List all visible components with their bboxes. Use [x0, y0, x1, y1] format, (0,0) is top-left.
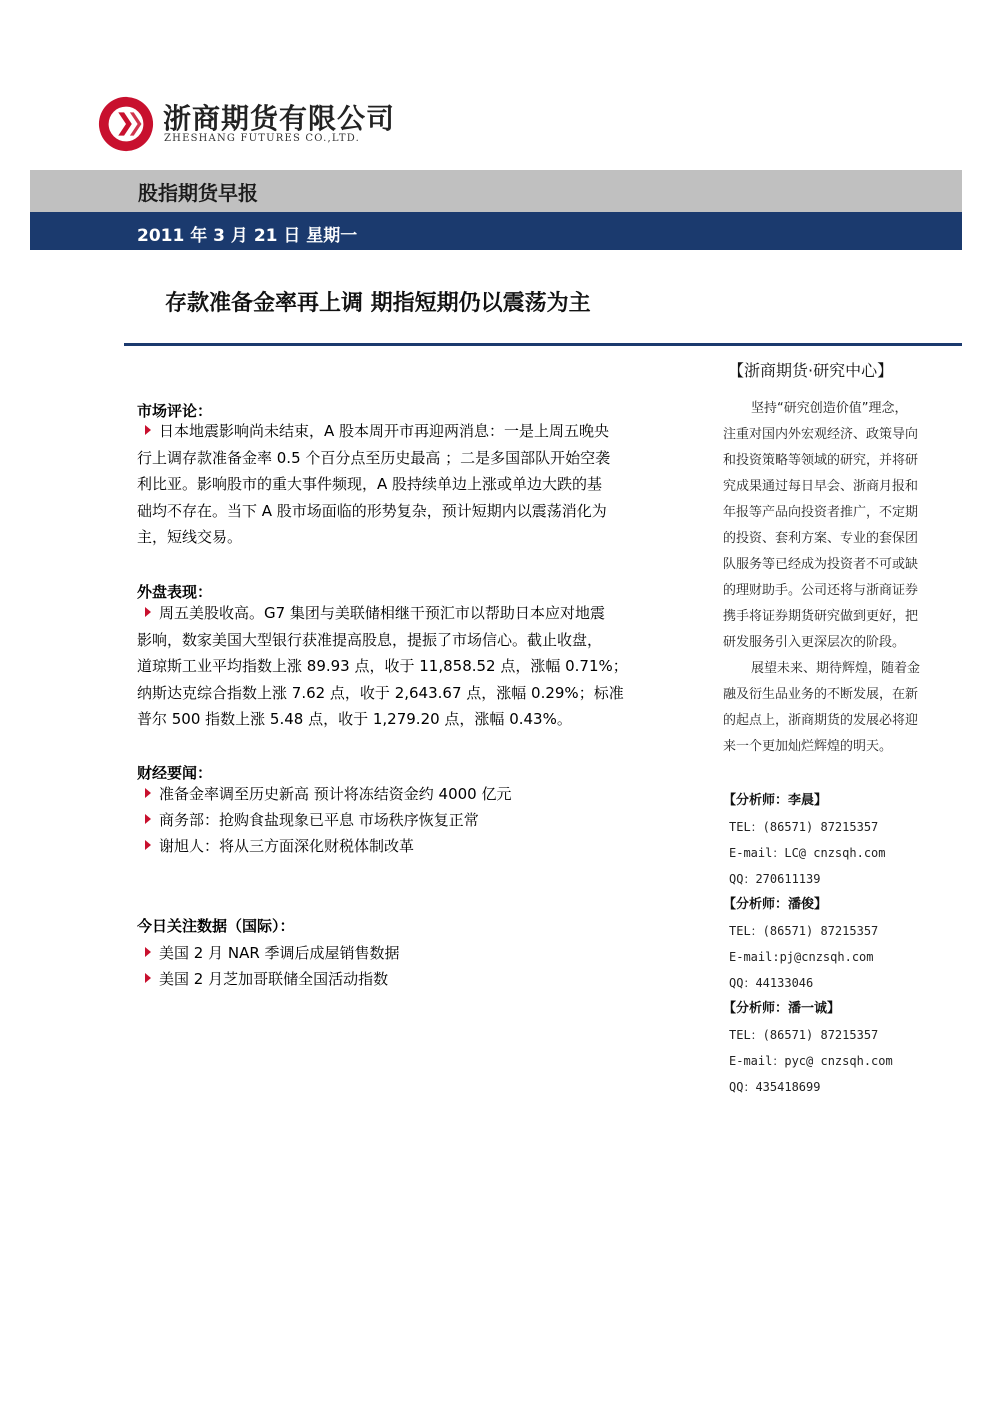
list-item: 美国 2 月芝加哥联储全国活动指数: [145, 966, 400, 992]
bullet-arrow-icon: [145, 947, 151, 957]
list-item: 美国 2 月 NAR 季调后成屋销售数据: [145, 940, 400, 966]
analyst-email: E-mail：pyc@ cnzsqh.com: [729, 1054, 893, 1068]
overseas-body: 周五美股收高。G7 集团与美联储相继干预汇市以帮助日本应对地震 影响，数家美国大型银行获准提高股息，提振了市场信心。截止收盘， 道琼斯工业平均指数上涨 89.93 点，收于 11,858.52 点，涨幅 0.71%； 纳斯达克综合指数上涨 7.62 点，收于 2,643.67 点，涨幅 0.29%；标准 普尔 500 指数上涨 5.48 点，收于 1,279.20 点，涨幅 0.43%。: [137, 604, 628, 728]
analyst-name: 【分析师：李晨】: [723, 793, 828, 808]
analyst-qq: QQ：270611139: [729, 872, 821, 886]
analyst-contacts: [723, 788, 963, 1100]
analyst-name: 【分析师：潘一诚】: [723, 1001, 841, 1016]
list-item: 谢旭人：将从三方面深化财税体制改革: [145, 833, 511, 859]
news-title: 财经要闻：: [137, 764, 213, 782]
analyst-name: 【分析师：潘俊】: [723, 897, 828, 912]
report-date: 2011 年 3 月 21 日 星期一: [137, 226, 358, 246]
overseas-title: 外盘表现：: [137, 583, 213, 601]
headline: 存款准备金率再上调 期指短期仍以震荡为主: [165, 291, 591, 316]
analyst-tel: TEL：(86571) 87215357: [729, 1028, 879, 1042]
analyst-qq: QQ：435418699: [729, 1080, 821, 1094]
bullet-arrow-icon: [145, 607, 151, 617]
bullet-arrow-icon: [145, 425, 151, 435]
bullet-arrow-icon: [145, 788, 151, 798]
company-name-cn: 浙商期货有限公司: [163, 102, 396, 135]
company-name-en: ZHESHANG FUTURES CO.,LTD.: [164, 133, 360, 144]
headline-divider: [124, 343, 962, 346]
news-list: [145, 781, 511, 859]
list-item: 商务部：抢购食盐现象已平息 市场秩序恢复正常: [145, 807, 511, 833]
watch-data-title: 今日关注数据（国际）：: [137, 917, 295, 935]
bullet-arrow-icon: [145, 814, 151, 824]
analyst-email: E-mail:pj@cnzsqh.com: [729, 950, 874, 964]
bullet-arrow-icon: [145, 840, 151, 850]
analyst-qq: QQ：44133046: [729, 976, 814, 990]
analyst-tel: TEL：(86571) 87215357: [729, 924, 879, 938]
analyst-tel: TEL：(86571) 87215357: [729, 820, 879, 834]
watch-data-list: [145, 940, 400, 992]
bullet-arrow-icon: [145, 973, 151, 983]
company-logo-icon: [97, 95, 155, 153]
list-item: 准备金率调至历史新高 预计将冻结资金约 4000 亿元: [145, 781, 511, 807]
report-type: 股指期货早报: [138, 181, 258, 205]
market-comment-body: 日本地震影响尚未结束，A 股本周开市再迎两消息：一是上周五晚央 行上调存款准备金率 0.5 个百分点至历史最高 ；二是多国部队开始空袭 利比亚。影响股市的重大事件频现，A 股持续单边上涨或单边大跌的基 础均不存在。当下 A 股市场面临的形势复杂，预计短期内以震荡消化为 主，短线交易。: [137, 422, 611, 546]
sidebar-intro: 坚持“研究创造价值”理念， 注重对国内外宏观经济、政策导向 和投资策略等领域的研究，并将研 究成果通过每日早会、浙商月报和 年报等产品向投资者推广，不定期 的投资、套利方案、专业的套保团 队服务等已经成为投资者不可或缺 的理财助手。公司还将与浙商证券 携手将证券期货研究做到更好，把 研发服务引入更深层次的阶段。 展望未来、期待辉煌，随着金 融及衍生品业务的不断发展，在新 的起点上，浙商期货的发展必将迎 来一个更加灿烂辉煌的明天。: [723, 401, 921, 754]
sidebar-title: 【浙商期货·研究中心】: [728, 361, 894, 380]
market-comment-title: 市场评论：: [137, 402, 213, 420]
analyst-email: E-mail：LC@ cnzsqh.com: [729, 846, 886, 860]
